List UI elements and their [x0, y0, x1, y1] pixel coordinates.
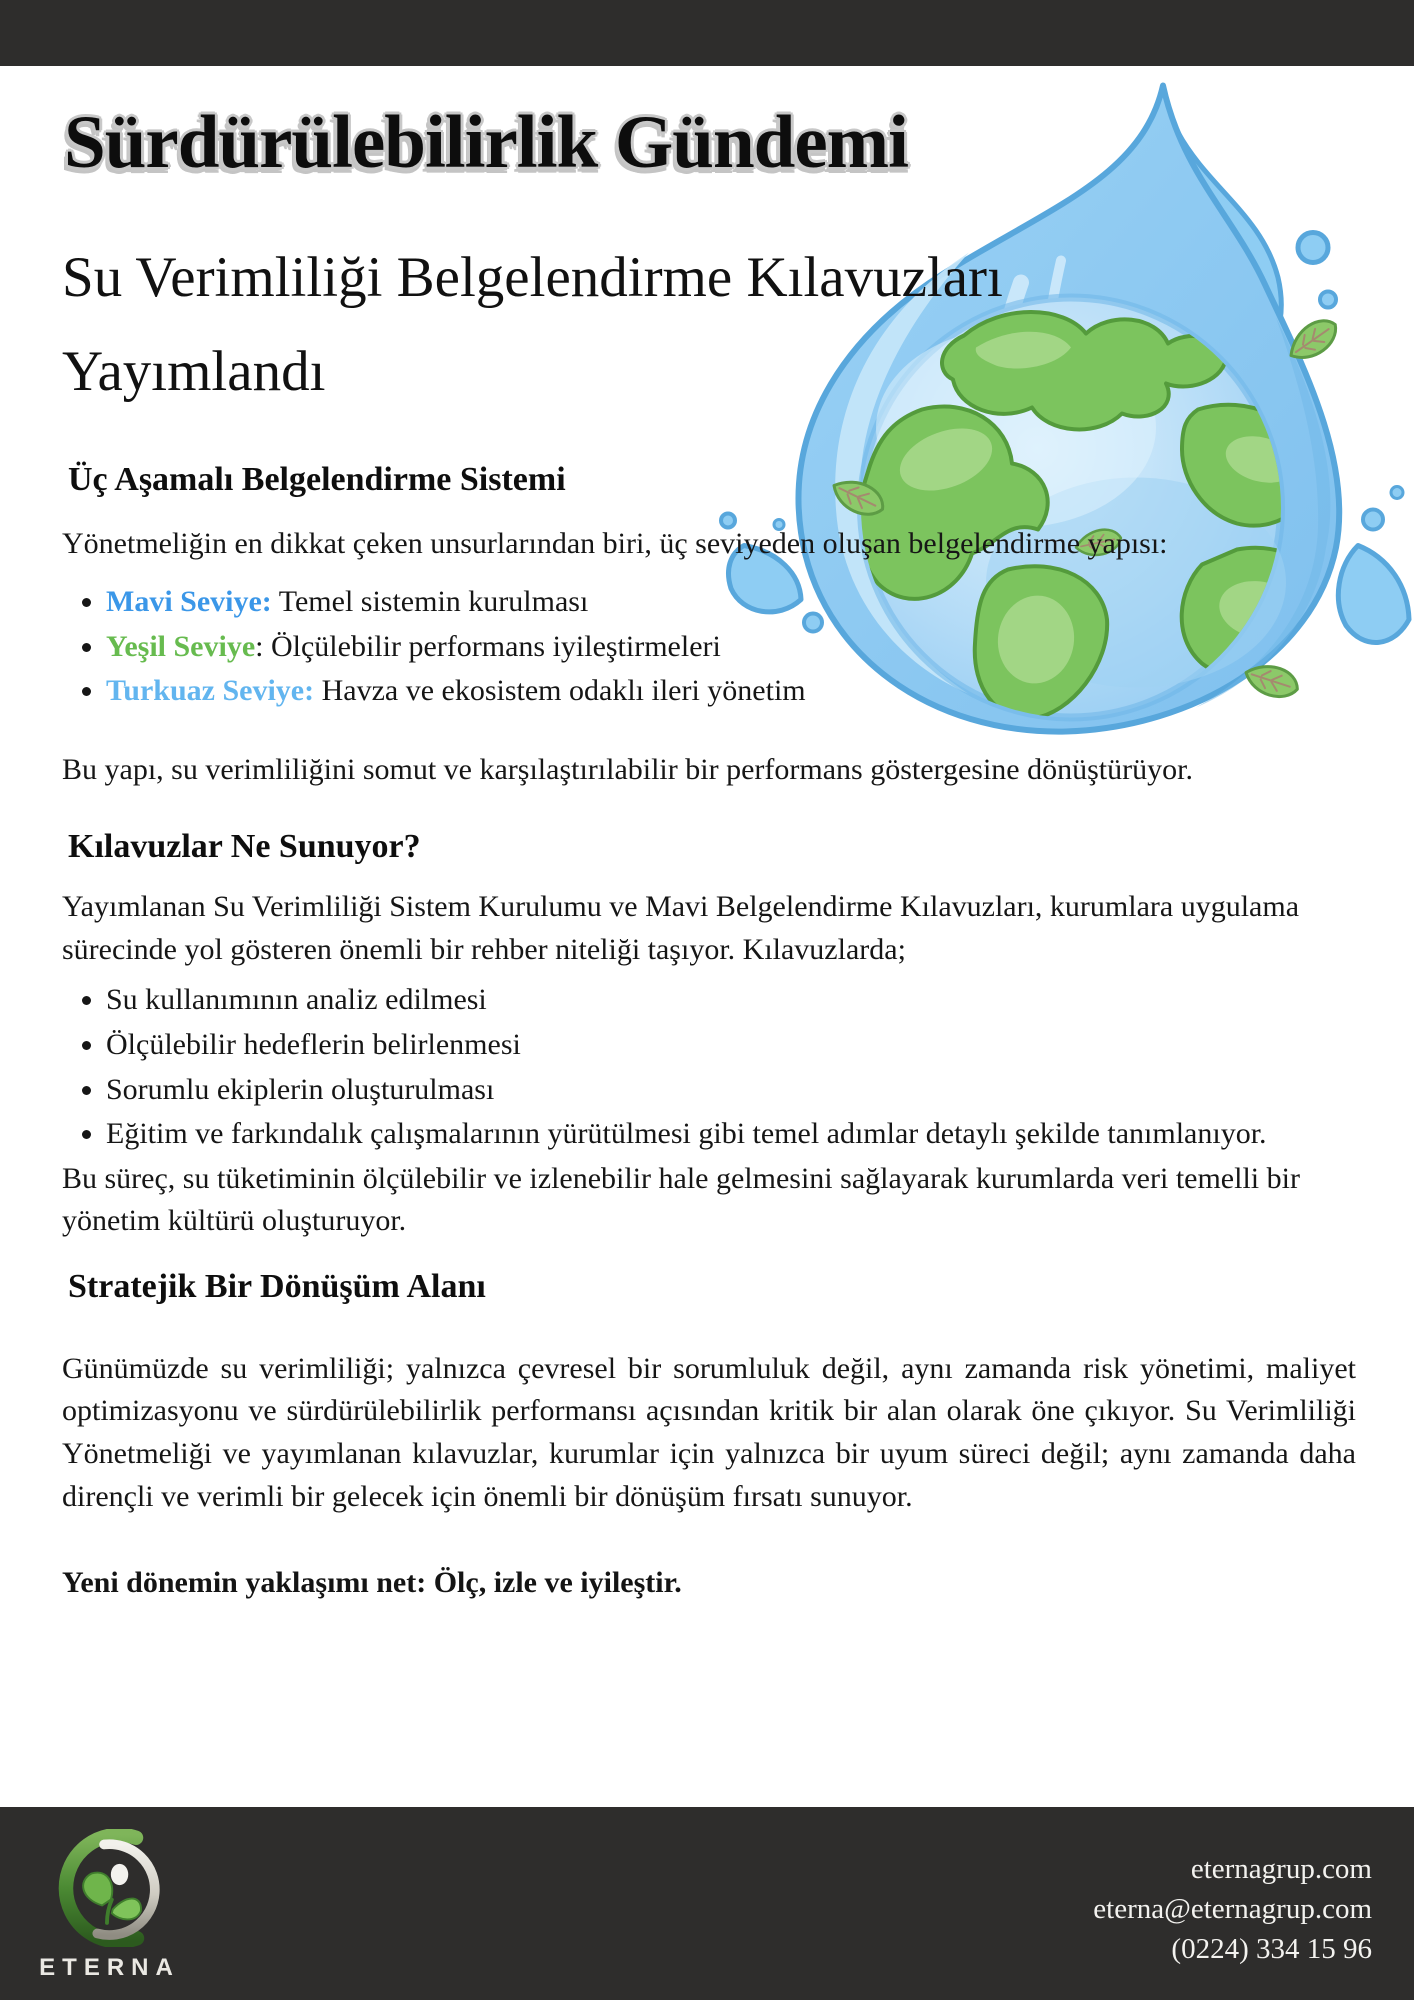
- list-item: • Su kullanımının analiz edilmesi: [106, 979, 1356, 1022]
- page-footer: [0, 1807, 1414, 2000]
- closing-statement: Yeni dönemin yaklaşımı net: Ölç, izle ve iyileştir.: [62, 1566, 682, 1600]
- section-heading: Kılavuzlar Ne Sunuyor?: [68, 828, 421, 866]
- section-body: Günümüzde su verimliliği; yalnızca çevresel bir sorumluluk değil, aynı zamanda risk yönetimi, maliyet optimizasyonu ve sürdürülebilirlik performansı açısından kritik bir alan olarak öne çıkıyor. Su Verimliliği Yönetmeliği ve yayımlanan kılavuzlar, kurumlar için yalnızca bir uyum süreci değil; aynı zamanda daha dirençli ve verimli bir gelecek için önemli bir dönüşüm fırsatı sunuyor.: [62, 1351, 1356, 1513]
- list-item: [106, 670, 1356, 713]
- article-headline: Su Verimliliği Belgelendirme Kılavuzları Yayımlandı: [62, 245, 1003, 404]
- section-kilavuzlar: [62, 827, 1356, 1243]
- level-label-mavi: Mavi Seviye:: [106, 585, 272, 619]
- list-item: • Sorumlu ekiplerin oluşturulması: [106, 1069, 1356, 1112]
- level-label-yesil: Yeşil Seviye: [106, 629, 256, 663]
- section-outro: Bu süreç, su tüketiminin ölçülebilir ve izlenebilir hale gelmesini sağlayarak kurumlarda veri temelli bir yönetim kültürü oluşturuyor.: [62, 1161, 1300, 1238]
- section-stratejik: [62, 1267, 1356, 1600]
- guide-steps-list: [62, 979, 1356, 1155]
- level-label-turkuaz: Turkuaz Seviye:: [106, 674, 315, 708]
- level-text: : Ölçülebilir performans iyileştirmeleri: [255, 629, 721, 663]
- article-body: [0, 66, 1414, 1807]
- page-title: Sürdürülebilirlik Gündemi: [64, 101, 908, 184]
- section-intro: Yayımlanan Su Verimliliği Sistem Kurulumu ve Mavi Belgelendirme Kılavuzları, kurumlara uygulama sürecinde yol gösteren önemli bir rehber niteliği taşıyor. Kılavuzlarda;: [62, 890, 1300, 966]
- list-item: [106, 581, 1356, 624]
- section-heading: Üç Aşamalı Belgelendirme Sistemi: [68, 460, 566, 498]
- email-link[interactable]: eterna@eternagrup.com: [1093, 1893, 1372, 1926]
- contact-block: [1093, 1807, 1372, 1969]
- level-text: Temel sistemin kurulması: [271, 585, 589, 619]
- phone-number: (0224) 334 15 96: [1171, 1933, 1372, 1966]
- list-item: [106, 626, 1356, 669]
- level-list: [62, 581, 1356, 713]
- section-intro: Yönetmeliğin en dikkat çeken unsurlarından biri, üç seviyeden oluşan belgelendirme yapısı:: [62, 526, 1168, 560]
- brand-name: ETERNA: [39, 1954, 180, 1981]
- top-bar: [0, 0, 1414, 66]
- website-link[interactable]: eternagrup.com: [1190, 1853, 1372, 1885]
- section-belgelendirme: [62, 460, 1356, 792]
- list-item: • Ölçülebilir hedeflerin belirlenmesi: [106, 1024, 1356, 1067]
- section-heading: Stratejik Bir Dönüşüm Alanı: [68, 1268, 486, 1306]
- list-item: • Eğitim ve farkındalık çalışmalarının yürütülmesi gibi temel adımlar detaylı şekilde tanımlanıyor.: [106, 1113, 1356, 1156]
- brand-block: [26, 1807, 186, 1982]
- section-outro: Bu yapı, su verimliliğini somut ve karşılaştırılabilir bir performans göstergesine dönüştürüyor.: [62, 752, 1193, 786]
- eterna-plant-logo: [42, 1829, 170, 1947]
- level-text: Havza ve ekosistem odaklı ileri yönetim: [314, 674, 806, 708]
